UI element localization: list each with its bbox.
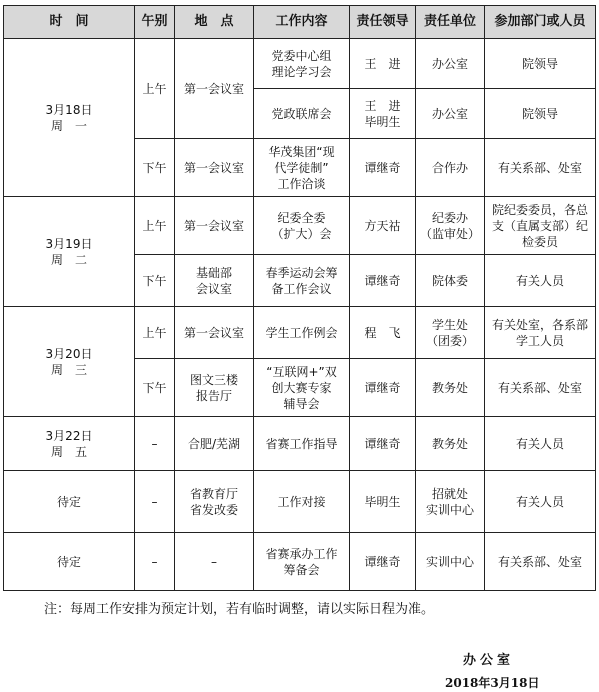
table-row (4, 307, 596, 359)
content-cell: 党政联席会 (254, 89, 350, 139)
period-cell: 上午 (135, 307, 175, 359)
leader-cell: 谭继奇 (350, 255, 416, 307)
place-cell: 图文三楼 报告厅 (175, 359, 254, 417)
unit-cell: 学生处 （团委） (416, 307, 485, 359)
schedule-note: 注：每周工作安排为预定计划，若有临时调整，请以实际日程为准。 (44, 602, 435, 617)
unit-cell: 院体委 (416, 255, 485, 307)
leader-cell: 王 进 毕明生 (350, 89, 416, 139)
place-cell: 第一会议室 (175, 139, 254, 197)
attendees-cell: 有关系部、处室 (485, 139, 596, 197)
leader-cell: 谭继奇 (350, 139, 416, 197)
place-cell: 第一会议室 (175, 307, 254, 359)
content-cell: 春季运动会筹 备工作会议 (254, 255, 350, 307)
date-cell: 3月22日 周 五 (4, 417, 135, 471)
attendees-cell: 有关系部、处室 (485, 533, 596, 591)
unit-cell: 办公室 (416, 89, 485, 139)
place-cell: 第一会议室 (175, 197, 254, 255)
unit-cell: 教务处 (416, 417, 485, 471)
table-row (4, 471, 596, 533)
attendees-cell: 有关处室，各系部 学工人员 (485, 307, 596, 359)
header-content: 工作内容 (254, 6, 350, 39)
leader-cell: 毕明生 (350, 471, 416, 533)
attendees-cell: 院领导 (485, 89, 596, 139)
place-cell: 基础部 会议室 (175, 255, 254, 307)
table-row (4, 39, 596, 89)
date-cell: 3月20日 周 三 (4, 307, 135, 417)
content-cell: 省赛承办工作 筹备会 (254, 533, 350, 591)
leader-cell: 程 飞 (350, 307, 416, 359)
place-cell: 省教育厅 省发改委 (175, 471, 254, 533)
leader-cell: 谭继奇 (350, 417, 416, 471)
attendees-cell: 有关人员 (485, 471, 596, 533)
content-cell: 学生工作例会 (254, 307, 350, 359)
header-leader: 责任领导 (350, 6, 416, 39)
place-cell: – (175, 533, 254, 591)
table-row (4, 417, 596, 471)
header-time: 时 间 (4, 6, 135, 39)
content-cell: 纪委全委 （扩大）会 (254, 197, 350, 255)
content-cell: 省赛工作指导 (254, 417, 350, 471)
unit-cell: 纪委办 （监审处） (416, 197, 485, 255)
content-cell: “互联网+”双 创大赛专家 辅导会 (254, 359, 350, 417)
unit-cell: 教务处 (416, 359, 485, 417)
period-cell: – (135, 471, 175, 533)
date-cell: 3月19日 周 二 (4, 197, 135, 307)
signature-office: 办公室 (463, 653, 515, 668)
unit-cell: 实训中心 (416, 533, 485, 591)
period-cell: 上午 (135, 39, 175, 139)
table-row (4, 533, 596, 591)
place-cell: 合肥/芜湖 (175, 417, 254, 471)
leader-cell: 方天祜 (350, 197, 416, 255)
attendees-cell: 有关人员 (485, 417, 596, 471)
date-cell: 待定 (4, 471, 135, 533)
period-cell: 下午 (135, 255, 175, 307)
leader-cell: 王 进 (350, 39, 416, 89)
attendees-cell: 有关系部、处室 (485, 359, 596, 417)
attendees-cell: 院领导 (485, 39, 596, 89)
content-cell: 华茂集团“现 代学徒制” 工作洽谈 (254, 139, 350, 197)
period-cell: 上午 (135, 197, 175, 255)
content-cell: 工作对接 (254, 471, 350, 533)
leader-cell: 谭继奇 (350, 533, 416, 591)
header-row (4, 6, 596, 39)
unit-cell: 办公室 (416, 39, 485, 89)
period-cell: 下午 (135, 139, 175, 197)
header-place: 地 点 (175, 6, 254, 39)
period-cell: – (135, 533, 175, 591)
schedule-table (3, 5, 596, 591)
header-attendees: 参加部门或人员 (485, 6, 596, 39)
attendees-cell: 有关人员 (485, 255, 596, 307)
header-unit: 责任单位 (416, 6, 485, 39)
period-cell: 下午 (135, 359, 175, 417)
signature-date: 2018年3月18日 (445, 676, 540, 690)
unit-cell: 招就处 实训中心 (416, 471, 485, 533)
unit-cell: 合作办 (416, 139, 485, 197)
table-row (4, 197, 596, 255)
header-period: 午别 (135, 6, 175, 39)
period-cell: – (135, 417, 175, 471)
place-cell: 第一会议室 (175, 39, 254, 139)
leader-cell: 谭继奇 (350, 359, 416, 417)
attendees-cell: 院纪委委员，各总 支（直属支部）纪 检委员 (485, 197, 596, 255)
date-cell: 待定 (4, 533, 135, 591)
content-cell: 党委中心组 理论学习会 (254, 39, 350, 89)
date-cell: 3月18日 周 一 (4, 39, 135, 197)
